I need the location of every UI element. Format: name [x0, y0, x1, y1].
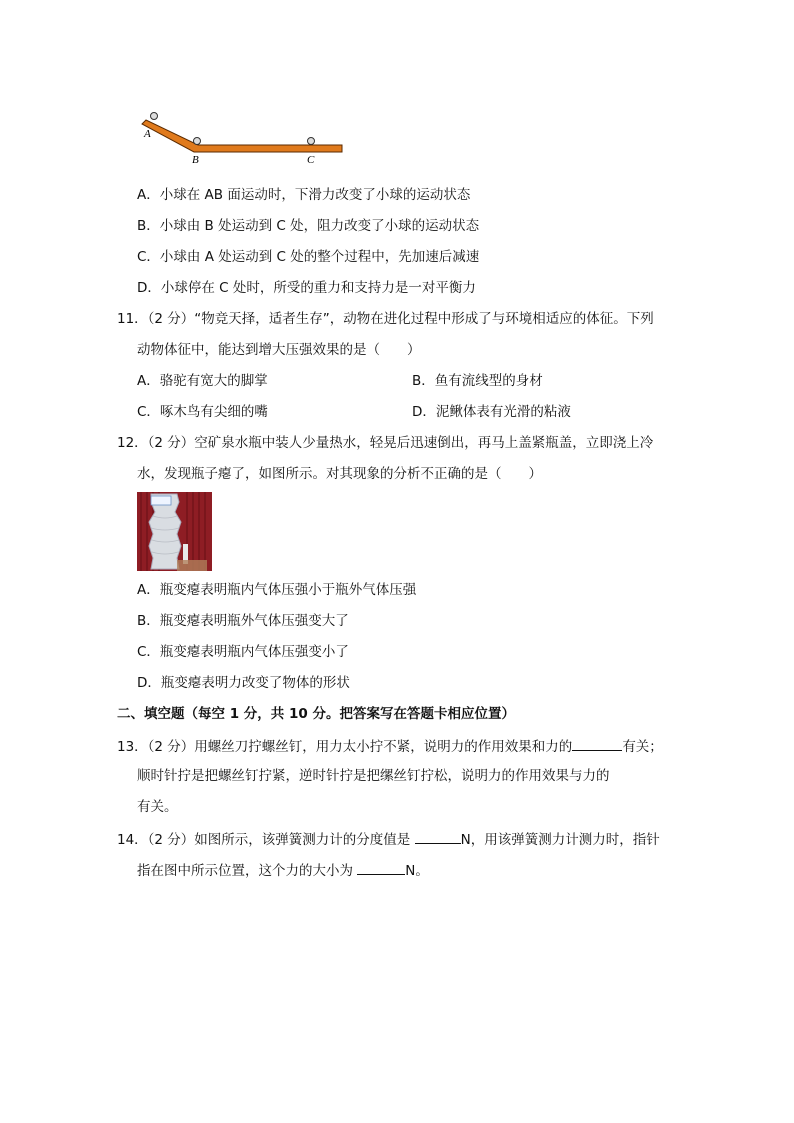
q14-text-3: 指在图中所示位置，这个力的大小为 — [137, 863, 358, 879]
q12-option-c: C．瓶变瘪表明瓶内气体压强变小了 — [137, 644, 349, 660]
q12-option-d: D．瓶变瘪表明力改变了物体的形状 — [137, 675, 350, 691]
ball-b — [194, 138, 201, 145]
q14-line1 — [117, 829, 660, 849]
label-a: A — [144, 128, 151, 140]
label-b: B — [192, 154, 199, 166]
q12-stem-line1: 12．（2 分）空矿泉水瓶中装人少量热水，轻晃后迅速倒出，再马上盖紧瓶盖，立即浇上冷 — [117, 435, 654, 451]
bottle-photo — [137, 492, 212, 571]
q13-line1 — [117, 736, 663, 756]
q11-option-b: B．鱼有流线型的身材 — [412, 373, 543, 389]
q10-option-b: B．小球由 B 处运动到 C 处，阻力改变了小球的运动状态 — [137, 218, 480, 234]
q14-text-4: N。 — [405, 863, 429, 879]
q14-text-1: 14．（2 分）如图所示，该弹簧测力计的分度值是 — [117, 832, 415, 848]
q13-text-2: 有关； — [622, 739, 663, 755]
q14-blank-1[interactable] — [415, 829, 461, 844]
q13-blank-1[interactable] — [572, 736, 622, 751]
q13-line2: 顺时针拧是把螺丝钉拧紧，逆时针拧是把缧丝钉拧松，说明力的作用效果与力的 — [137, 768, 610, 784]
q11-option-a: A．骆驼有宽大的脚掌 — [137, 373, 268, 389]
q12-option-b: B．瓶变瘪表明瓶外气体压强变大了 — [137, 613, 349, 629]
q14-line2 — [137, 860, 429, 880]
q12-stem-line2: 水，发现瓶子瘪了，如图所示。对其现象的分析不正确的是（ ） — [137, 466, 542, 482]
incline-ramp — [142, 120, 342, 152]
q11-stem-line2: 动物体征中，能达到增大压强效果的是（ ） — [137, 342, 421, 358]
ball-c — [308, 138, 315, 145]
q12-option-a: A．瓶变瘪表明瓶内气体压强小于瓶外气体压强 — [137, 582, 417, 598]
q11-option-c: C．啄木鸟有尖细的嘴 — [137, 404, 268, 420]
q10-option-c: C．小球由 A 处运动到 C 处的整个过程中，先加速后减速 — [137, 249, 480, 265]
q11-stem-line1: 11．（2 分）“物竞天择，适者生存”，动物在进化过程中形成了与环境相适应的体征。下列 — [117, 311, 654, 327]
ball-a — [151, 113, 158, 120]
q10-option-d: D．小球停在 C 处时，所受的重力和支持力是一对平衡力 — [137, 280, 476, 296]
label-c: C — [307, 154, 315, 166]
incline-figure — [140, 108, 350, 166]
q13-line3: 有关。 — [137, 799, 178, 815]
q11-option-d: D．泥鳅体表有光滑的粘液 — [412, 404, 571, 420]
q10-option-a: A．小球在 AB 面运动时，下滑力改变了小球的运动状态 — [137, 187, 471, 203]
q14-blank-2[interactable] — [357, 860, 405, 875]
q13-text-1: 13．（2 分）用螺丝刀拧螺丝钉，用力太小拧不紧，说明力的作用效果和力的 — [117, 739, 573, 755]
section-heading-fill-in: 二、填空题（每空 1 分，共 10 分。把答案写在答题卡相应位置） — [117, 706, 515, 722]
q14-text-2: N，用该弹簧测力计测力时，指针 — [460, 832, 660, 848]
